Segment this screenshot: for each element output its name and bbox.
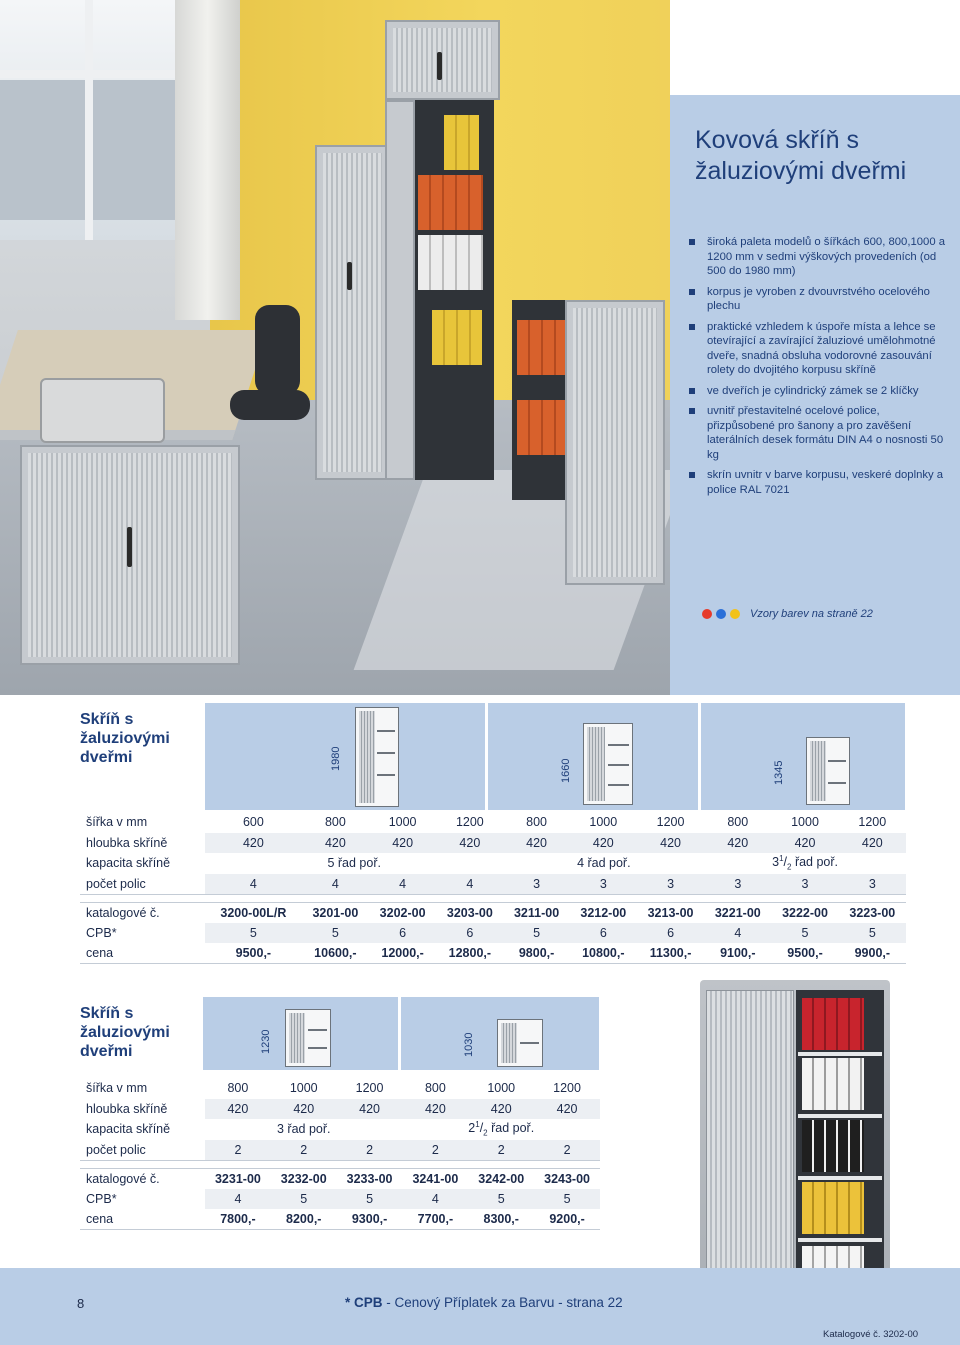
table-row	[80, 943, 906, 964]
table-cell: 2	[468, 1140, 534, 1161]
cabinet-diagram	[806, 737, 850, 805]
table-row	[80, 923, 906, 944]
table-cell: 420	[337, 1099, 403, 1120]
table-cell: 2	[402, 1140, 468, 1161]
row-label: kapacita skříně	[86, 856, 171, 871]
table-cell: 1000	[487, 1081, 516, 1096]
table-cell: 4	[402, 1189, 468, 1210]
table-cell: 3243-00	[534, 1168, 600, 1189]
yellow-dot-icon	[730, 609, 740, 619]
table-row	[80, 853, 906, 874]
table-cell: 9800,-	[503, 943, 569, 964]
table-cell: 6	[369, 923, 436, 944]
table-cell: 1200	[355, 1081, 384, 1096]
height-label: 1980	[330, 746, 342, 771]
table-cell: 3203-00	[436, 902, 503, 923]
row-label: šířka v mm	[86, 1081, 148, 1096]
table-cell: 3202-00	[369, 902, 436, 923]
table-cell: 5	[271, 1189, 337, 1210]
table-cell: 3	[839, 874, 906, 895]
table-cell: 2	[534, 1140, 600, 1161]
row-label: CPB*	[80, 923, 205, 944]
table-cell: 800	[526, 815, 548, 830]
row-label: kapacita skříně	[86, 1122, 171, 1137]
table-cell: 3232-00	[271, 1168, 337, 1189]
diagram-panel-1660	[488, 703, 698, 810]
row-label: katalogové č.	[80, 1168, 205, 1189]
table-cell: 1000	[388, 815, 417, 830]
height-label: 1345	[773, 760, 785, 785]
table-cell: 5	[503, 923, 569, 944]
table-cell: 12800,-	[436, 943, 503, 964]
table-spacer	[80, 1160, 600, 1168]
height-label: 1660	[560, 758, 572, 783]
table-cell: 2	[271, 1140, 337, 1161]
table-cell: 6	[637, 923, 704, 944]
table-cell: 9100,-	[704, 943, 771, 964]
feature-item: ve dveřích je cylindrický zámek se 2 klíčky	[687, 384, 947, 399]
low-shelf-unit	[512, 300, 572, 500]
photo-caption: Katalogové č. 3202-00	[823, 1329, 919, 1340]
row-label: hloubka skříně	[80, 1099, 205, 1120]
cabinet-shelf	[798, 1238, 882, 1242]
table-cell: 5 řad poř.	[327, 856, 381, 871]
table-cell: 4	[205, 1189, 271, 1210]
table-cell: $2^1/_2$ řad poř.	[468, 1120, 535, 1139]
table-cell: 1200	[455, 815, 484, 830]
table-row	[80, 1189, 600, 1210]
table-row	[80, 1140, 600, 1161]
binders-black	[802, 1120, 864, 1172]
table-cell: 3221-00	[704, 902, 771, 923]
table-cell: 3222-00	[771, 902, 838, 923]
table-cell: 420	[436, 833, 503, 854]
table-cell: 5	[337, 1189, 403, 1210]
row-label: CPB*	[80, 1189, 205, 1210]
spec-table-1	[80, 812, 906, 964]
footer-note-bold: * CPB	[345, 1295, 383, 1310]
feature-list	[687, 235, 947, 503]
table-cell: 3213-00	[637, 902, 704, 923]
table-cell: 420	[468, 1099, 534, 1120]
cabinet-side	[385, 100, 415, 480]
table-spacer	[80, 894, 906, 902]
table-cell: 420	[205, 1099, 271, 1120]
height-label: 1030	[463, 1032, 475, 1057]
table-row	[80, 1119, 600, 1140]
table-cell: 3201-00	[302, 902, 369, 923]
curtain	[175, 0, 240, 320]
row-label: počet polic	[80, 874, 205, 895]
table-cell: 5	[302, 923, 369, 944]
table-row	[80, 874, 906, 895]
cabinet-diagram	[497, 1019, 543, 1067]
feature-item: uvnitř přestavitelné ocelové police, přizpůsobené pro šanony a pro zavěšení laterálních desek formátu DIN A4 o nosnosti 50 kg	[687, 404, 947, 462]
table-cell: 4	[369, 874, 436, 895]
table-cell: 800	[227, 1081, 249, 1096]
table-cell: 800	[727, 815, 749, 830]
table-cell: 1000	[289, 1081, 318, 1096]
table-cell: 5	[468, 1189, 534, 1210]
table-cell: 420	[704, 833, 771, 854]
footer-note	[345, 1295, 623, 1310]
table-cell: 4	[302, 874, 369, 895]
color-samples-note	[702, 608, 873, 620]
table-cell: 600	[242, 815, 264, 830]
cabinet-shelf	[798, 1052, 882, 1056]
table-row	[80, 1078, 600, 1099]
table-row	[80, 812, 906, 833]
cabinet-shelf	[798, 1176, 882, 1180]
red-dot-icon	[702, 609, 712, 619]
desk-cabinet	[20, 445, 240, 665]
table-cell: 420	[771, 833, 838, 854]
cabinet-shelf	[798, 1114, 882, 1118]
table-cell: 12000,-	[369, 943, 436, 964]
table-cell: 3212-00	[570, 902, 637, 923]
section1-title: Skříň s žaluziovými dveřmi	[80, 711, 170, 766]
table-cell: $3^1/_2$ řad poř.	[772, 854, 839, 873]
table-row	[80, 833, 906, 854]
cabinet-diagram	[285, 1009, 331, 1067]
table-cell: 11300,-	[637, 943, 704, 964]
table-cell: 3241-00	[402, 1168, 468, 1189]
top-cabinet	[385, 20, 500, 100]
page-number: 8	[77, 1296, 85, 1311]
section2-title: Skříň s žaluziovými dveřmi	[80, 1005, 170, 1060]
cabinet-diagram	[355, 707, 399, 807]
diagram-panel-1345	[701, 703, 905, 810]
window-frame	[85, 0, 93, 240]
diagram-panel-1230	[203, 997, 398, 1070]
table-cell: 3242-00	[468, 1168, 534, 1189]
table-cell: 800	[424, 1081, 446, 1096]
low-cabinet-door	[565, 300, 665, 585]
open-shelf-unit	[412, 100, 494, 480]
row-label: hloubka skříně	[80, 833, 205, 854]
office-photo	[0, 0, 670, 695]
table-cell: 5	[534, 1189, 600, 1210]
feature-item: široká paleta modelů o šířkách 600, 800,1000 a 1200 mm v sedmi výškových provedeních (od 500 do 1980 mm)	[687, 235, 947, 279]
row-label: cena	[80, 943, 205, 964]
diagram-panel-1980	[205, 703, 485, 810]
table-cell: 3	[570, 874, 637, 895]
table-cell: 4	[436, 874, 503, 895]
blue-dot-icon	[716, 609, 726, 619]
table-cell: 5	[205, 923, 302, 944]
table-cell: 420	[402, 1099, 468, 1120]
table-cell: 1200	[656, 815, 685, 830]
table-cell: 9300,-	[337, 1209, 403, 1230]
table-cell: 3	[637, 874, 704, 895]
product-title: Kovová skříň s žaluziovými dveřmi	[695, 126, 907, 185]
printer	[40, 378, 165, 443]
row-label: šířka v mm	[86, 815, 148, 830]
feature-item: skrín uvnitr v barve korpusu, veskeré doplnky a police RAL 7021	[687, 468, 947, 497]
feature-item: korpus je vyroben z dvouvrstvého ocelového plechu	[687, 285, 947, 314]
table-cell: 9500,-	[771, 943, 838, 964]
table-cell: 3211-00	[503, 902, 569, 923]
table-cell: 2	[205, 1140, 271, 1161]
table-cell: 1000	[589, 815, 618, 830]
table-row	[80, 902, 906, 923]
office-chair-seat	[230, 390, 310, 420]
table-cell: 4 řad poř.	[577, 856, 631, 871]
feature-item: praktické vzhledem k úspoře místa a lehce se otevírající a zavírající žaluziové umělohmotné dveře, snadná obsluha vodorovné zasouvání rolety do dvojitého korpusu skříně	[687, 320, 947, 378]
table-cell: 6	[436, 923, 503, 944]
table-cell: 7700,-	[402, 1209, 468, 1230]
table-cell: 3200-00L/R	[205, 902, 302, 923]
diagram-panel-1030	[401, 997, 599, 1070]
row-label: cena	[80, 1209, 205, 1230]
table-cell: 3 řad poř.	[276, 1122, 331, 1137]
table-cell: 420	[534, 1099, 600, 1120]
table-cell: 9900,-	[839, 943, 906, 964]
feature-panel	[670, 95, 960, 695]
row-label: katalogové č.	[80, 902, 205, 923]
binders-red	[802, 998, 864, 1050]
table-cell: 1200	[553, 1081, 581, 1096]
tall-cabinet-door	[315, 145, 390, 480]
table-cell: 3	[503, 874, 569, 895]
table-cell: 3223-00	[839, 902, 906, 923]
table-cell: 5	[839, 923, 906, 944]
table-cell: 420	[503, 833, 569, 854]
table-cell: 420	[637, 833, 704, 854]
table-cell: 420	[369, 833, 436, 854]
cabinet-tambour-door	[706, 990, 794, 1315]
height-label: 1230	[260, 1029, 272, 1054]
office-chair	[255, 305, 300, 395]
table-cell: 3	[704, 874, 771, 895]
table-cell: 7800,-	[205, 1209, 271, 1230]
spec-table-2	[80, 1078, 600, 1230]
color-note-text: Vzory barev na straně 22	[750, 608, 873, 620]
table-cell: 6	[570, 923, 637, 944]
row-label: počet polic	[80, 1140, 205, 1161]
table-cell: 3	[771, 874, 838, 895]
table-cell: 420	[302, 833, 369, 854]
table-cell: 8300,-	[468, 1209, 534, 1230]
binders-yellow	[802, 1182, 864, 1234]
table-cell: 9500,-	[205, 943, 302, 964]
table-cell: 800	[324, 815, 346, 830]
table-cell: 420	[570, 833, 637, 854]
table-cell: 1200	[858, 815, 887, 830]
table-cell: 3231-00	[205, 1168, 271, 1189]
cabinet-diagram	[583, 723, 633, 805]
table-cell: 420	[271, 1099, 337, 1120]
table-cell: 10800,-	[570, 943, 637, 964]
table-row	[80, 1099, 600, 1120]
table-cell: 5	[771, 923, 838, 944]
binders-white	[802, 1058, 864, 1110]
table-cell: 8200,-	[271, 1209, 337, 1230]
table-cell: 420	[839, 833, 906, 854]
table-cell: 1000	[791, 815, 819, 830]
window-view-building	[0, 80, 200, 220]
table-row	[80, 1209, 600, 1230]
table-cell: 3233-00	[337, 1168, 403, 1189]
table-cell: 2	[337, 1140, 403, 1161]
table-cell: 9200,-	[534, 1209, 600, 1230]
table-cell: 420	[205, 833, 302, 854]
footer-note-text: - Cenový Příplatek za Barvu - strana 22	[382, 1295, 623, 1310]
table-cell: 10600,-	[302, 943, 369, 964]
table-cell: 4	[205, 874, 302, 895]
table-row	[80, 1168, 600, 1189]
table-cell: 4	[704, 923, 771, 944]
